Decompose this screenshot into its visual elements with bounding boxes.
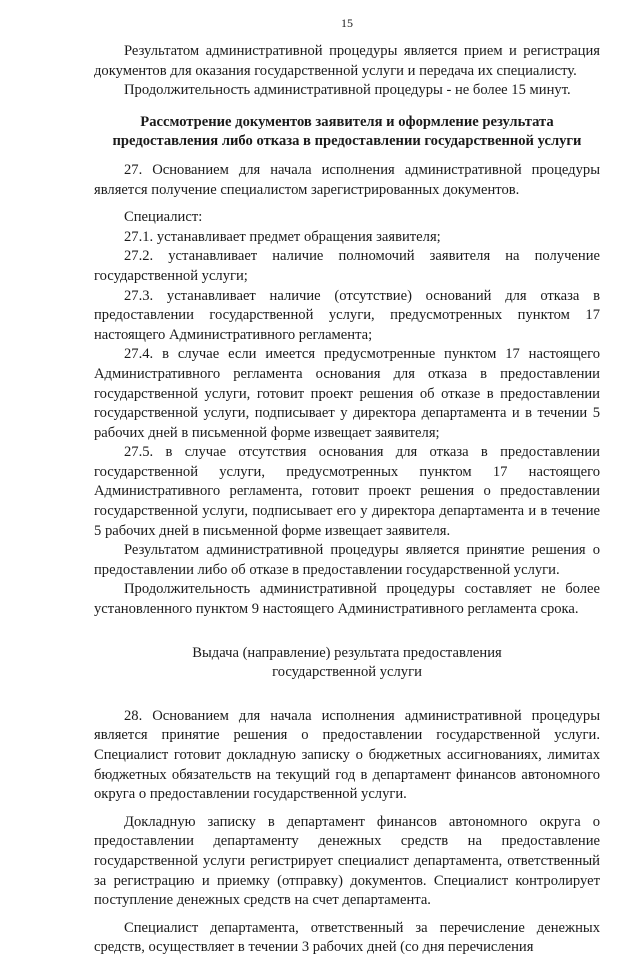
paragraph-duration: Продолжительность административной процедуры составляет не более установленного пунктом 9 настоящего Административного регламента срока. bbox=[94, 581, 600, 618]
paragraph-27-4: 27.4. в случае если имеется предусмотренные пунктом 17 настоящего Административного регламента основания для отказа в предоставлении государственной услуги, готовит проект решения об отказе в предоставлении государственной услуги, подписывает у директора департамента и в течении 5 рабочих дней в письменной форме извещает заявителя; bbox=[94, 346, 600, 441]
section-2-heading-line-1: Выдача (направление) результата предоставления bbox=[192, 644, 502, 661]
intro-paragraph-1: Результатом административной процедуры является прием и регистрация документов для оказания государственной услуги и передача их специалисту. bbox=[94, 43, 600, 79]
section-1-heading-line-1: Рассмотрение документов заявителя и оформление результата bbox=[140, 113, 554, 130]
paragraph-27-2: 27.2. устанавливает наличие полномочий заявителя на получение государственной услуги; bbox=[94, 248, 600, 284]
section-2-heading-line-2: государственной услуги bbox=[272, 664, 422, 681]
section-1-heading bbox=[94, 113, 600, 152]
paragraph-specialist: Специалист: bbox=[124, 209, 203, 226]
paragraph-27: 27. Основанием для начала исполнения административной процедуры является получение специалистом зарегистрированных документов. bbox=[94, 161, 600, 198]
paragraph-result: Результатом административной процедуры является принятие решения о предоставлении либо об отказе в предоставлении государственной услуги. bbox=[94, 542, 600, 578]
intro-paragraph-2: Продолжительность административной процедуры - не более 15 минут. bbox=[124, 82, 571, 99]
paragraph-27-5: 27.5. в случае отсутствия основания для отказа в предоставлении государственной услуги, предусмотренных пунктом 17 настоящего Административного регламента, готовит проект решения о предоставлении государственной услуги, подписывает его у директора департамента и в течение 5 рабочих дней в письменной форме извещает заявителя. bbox=[94, 444, 600, 539]
page-number: 15 bbox=[341, 16, 353, 30]
paragraph-27-1: 27.1. устанавливает предмет обращения заявителя; bbox=[124, 228, 441, 245]
paragraph-27-3: 27.3. устанавливает наличие (отсутствие) оснований для отказа в предоставлении государственной услуги, предусмотренных пунктом 17 настоящего Административного регламента; bbox=[94, 287, 600, 343]
paragraph-28: 28. Основанием для начала исполнения административной процедуры является принятие решения о предоставлении государственной услуги. Специалист готовит докладную записку о бюджетных ассигнованиях, лимитах бюджетных обязательств на текущий год в департамент финансов автономного округа о предоставлении государственной услуги. bbox=[94, 707, 600, 803]
section-1-heading-line-2: предоставления либо отказа в предоставлении государственной услуги bbox=[112, 133, 582, 150]
section-2-heading bbox=[94, 644, 600, 683]
paragraph-memo: Докладную записку в департамент финансов автономного округа о предоставлении департаменту денежных средств на предоставление государственной услуги регистрирует специалист департамента, ответственный за регистрацию и приемку (отправку) документов. Специалист контролирует поступление денежных средств на счет департамента. bbox=[94, 813, 600, 909]
document-page bbox=[94, 16, 600, 958]
paragraph-transfer: Специалист департамента, ответственный за перечисление денежных средств, осуществляет в течении 3 рабочих дней (со дня перечисления bbox=[94, 919, 600, 956]
